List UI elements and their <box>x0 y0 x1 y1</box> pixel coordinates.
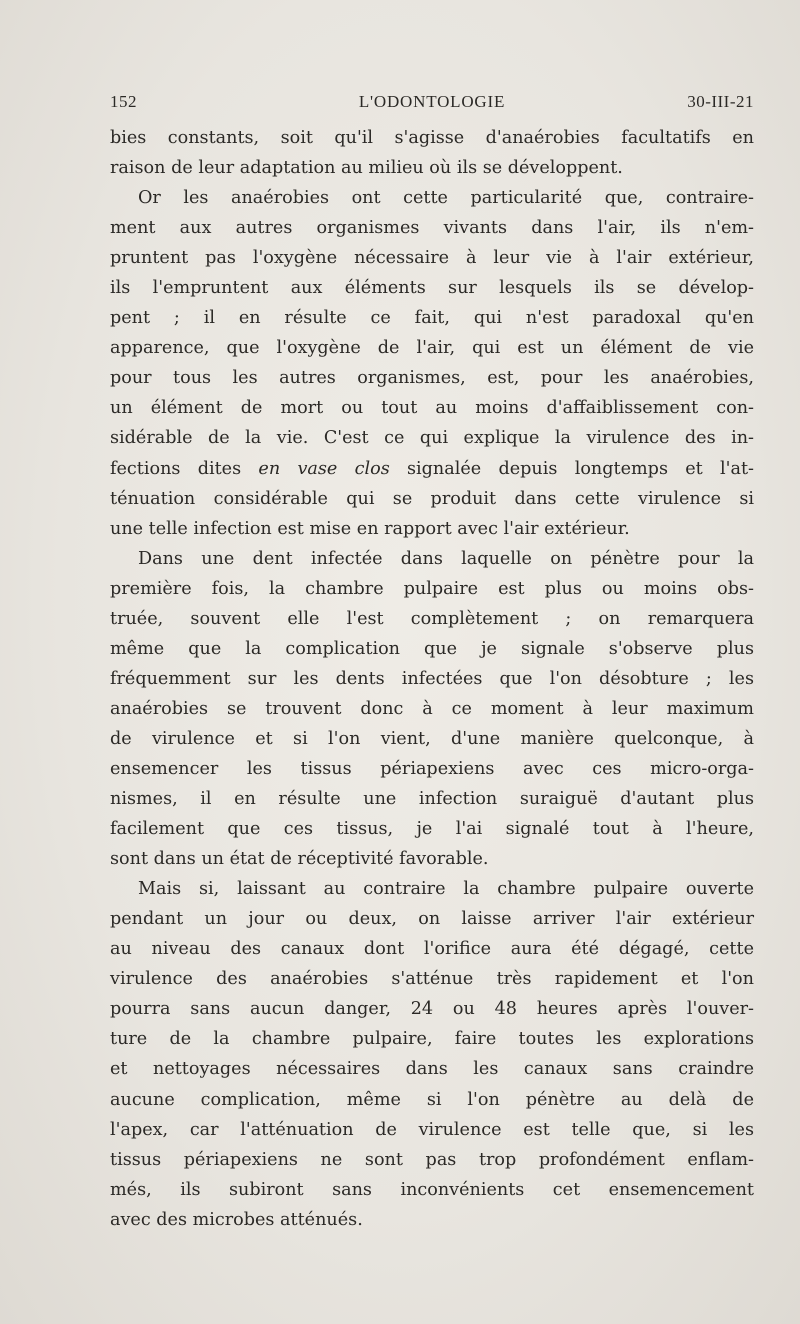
text-line <box>110 243 754 273</box>
text-run: fréquemment sur les dents infectées que l'on désobture ; les <box>110 668 754 689</box>
text-line <box>110 1024 754 1054</box>
text-run: anaérobies se trouvent donc à ce moment à leur maximum <box>110 698 754 719</box>
text-line <box>110 904 754 934</box>
text-run: ture de la chambre pulpaire, faire toutes les explorations <box>110 1029 754 1050</box>
text-run: nismes, il en résulte une infection suraiguë d'autant plus <box>110 789 754 810</box>
text-line <box>110 694 754 724</box>
text-run: aucune complication, même si l'on pénètre au delà de <box>110 1089 754 1110</box>
text-line <box>110 1145 754 1175</box>
text-run: ensemencer les tissus périapexiens avec ces micro-orga- <box>110 758 754 779</box>
text-run: au niveau des canaux dont l'orifice aura été dégagé, cette <box>110 939 754 960</box>
text-run: de virulence et si l'on vient, d'une manière quelconque, à <box>110 728 754 749</box>
text-run: apparence, que l'oxygène de l'air, qui est un élément de vie <box>110 338 754 359</box>
text-run: raison de leur adaptation au milieu où ils se développent. <box>110 158 623 179</box>
text-line <box>110 1115 754 1145</box>
text-run: ils l'empruntent aux éléments sur lesquels ils se dévelop- <box>110 278 754 299</box>
issue-date: 30-III-21 <box>687 92 754 111</box>
text-line <box>110 1054 754 1084</box>
text-line <box>110 454 754 484</box>
text-line <box>110 484 754 514</box>
text-line <box>110 874 754 904</box>
text-line <box>110 544 754 574</box>
text-run: et nettoyages nécessaires dans les canaux sans craindre <box>110 1059 754 1080</box>
text-line <box>110 994 754 1024</box>
text-run: virulence des anaérobies s'atténue très rapidement et l'on <box>110 969 754 990</box>
text-line <box>110 213 754 243</box>
text-line <box>110 634 754 664</box>
text-run: sont dans un état de réceptivité favorable. <box>110 849 489 870</box>
text-line <box>110 724 754 754</box>
text-line <box>110 844 754 874</box>
text-run: sidérable de la vie. C'est ce qui explique la virulence des in- <box>110 428 754 449</box>
text-line <box>110 964 754 994</box>
text-run: signalée depuis longtemps et l'at- <box>389 458 755 479</box>
text-run: pour tous les autres organismes, est, pour les anaérobies, <box>110 368 754 389</box>
text-run: avec des microbes atténués. <box>110 1209 363 1230</box>
text-line <box>110 303 754 333</box>
text-line <box>110 363 754 393</box>
text-line <box>110 574 754 604</box>
text-line <box>110 153 754 183</box>
text-line <box>110 333 754 363</box>
text-line <box>110 814 754 844</box>
body-text <box>110 123 754 1235</box>
text-run: un élément de mort ou tout au moins d'affaiblissement con- <box>110 398 754 419</box>
text-run: pourra sans aucun danger, 24 ou 48 heures après l'ouver- <box>110 999 754 1020</box>
text-run: truée, souvent elle l'est complètement ; on remarquera <box>110 608 754 629</box>
text-run: première fois, la chambre pulpaire est plus ou moins obs- <box>110 578 754 599</box>
running-head <box>110 92 754 116</box>
text-run: pendant un jour ou deux, on laisse arriver l'air extérieur <box>110 909 754 930</box>
text-run: Mais si, laissant au contraire la chambre pulpaire ouverte <box>138 879 754 900</box>
text-run: tissus périapexiens ne sont pas trop profondément enflam- <box>110 1149 754 1170</box>
text-line <box>110 183 754 213</box>
text-line <box>110 273 754 303</box>
text-run: pruntent pas l'oxygène nécessaire à leur vie à l'air extérieur, <box>110 248 754 269</box>
text-line <box>110 604 754 634</box>
text-line <box>110 784 754 814</box>
page-number: 152 <box>110 92 137 111</box>
text-run: ténuation considérable qui se produit dans cette virulence si <box>110 488 754 509</box>
text-line <box>110 1085 754 1115</box>
text-line <box>110 1205 754 1235</box>
text-line <box>110 664 754 694</box>
text-run: même que la complication que je signale s'observe plus <box>110 638 754 659</box>
text-run: més, ils subiront sans inconvénients cet ensemencement <box>110 1179 754 1200</box>
text-line <box>110 514 754 544</box>
text-run: Dans une dent infectée dans laquelle on pénètre pour la <box>138 548 754 569</box>
text-run: Or les anaérobies ont cette particularité que, contraire- <box>138 188 754 209</box>
text-run: facilement que ces tissus, je l'ai signalé tout à l'heure, <box>110 819 754 840</box>
text-run: l'apex, car l'atténuation de virulence est telle que, si les <box>110 1119 754 1140</box>
text-line <box>110 393 754 423</box>
text-line <box>110 1175 754 1205</box>
text-run: ment aux autres organismes vivants dans l'air, ils n'em- <box>110 218 754 239</box>
italic-phrase: en vase clos <box>258 458 390 479</box>
text-run: pent ; il en résulte ce fait, qui n'est paradoxal qu'en <box>110 308 754 329</box>
text-line <box>110 423 754 453</box>
text-run: bies constants, soit qu'il s'agisse d'anaérobies facultatifs en <box>110 128 754 148</box>
text-line <box>110 754 754 784</box>
text-run: fections dites <box>110 458 259 479</box>
text-line <box>110 123 754 153</box>
text-line <box>110 934 754 964</box>
journal-title: L'ODONTOLOGIE <box>358 92 506 111</box>
text-run: une telle infection est mise en rapport avec l'air extérieur. <box>110 518 630 539</box>
